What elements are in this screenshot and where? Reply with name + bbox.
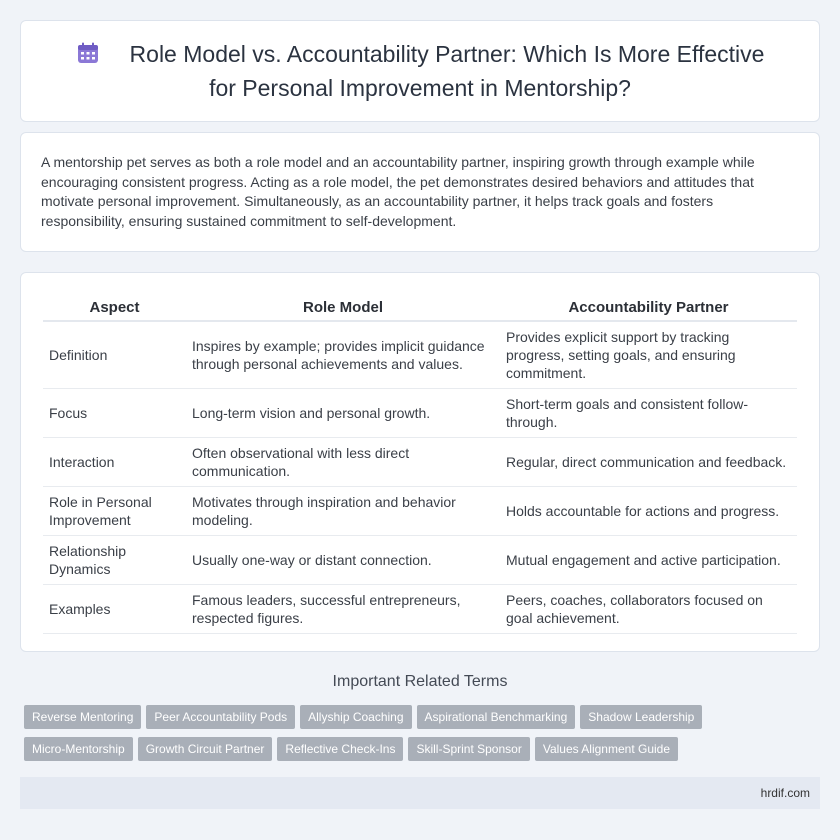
related-terms-title: Important Related Terms — [332, 673, 508, 690]
table-row — [43, 487, 797, 536]
header-role-model: Role Model — [186, 291, 500, 321]
table-row — [43, 536, 797, 585]
footer-site-link[interactable]: hrdif.com — [760, 786, 810, 800]
related-term-tag[interactable]: Reflective Check-Ins — [277, 737, 403, 761]
cell-aspect: Relationship Dynamics — [43, 536, 186, 585]
related-term-tag[interactable]: Skill-Sprint Sponsor — [408, 737, 529, 761]
related-term-tag[interactable]: Micro-Mentorship — [24, 737, 133, 761]
comparison-table-card — [20, 272, 820, 652]
cell-aspect: Interaction — [43, 438, 186, 487]
page-title-text: Role Model vs. Accountability Partner: Which Is More Effective for Personal Improvement in Mentorship? — [129, 40, 765, 101]
cell-aspect: Focus — [43, 389, 186, 438]
cell-role-model: Usually one-way or distant connection. — [186, 536, 500, 585]
related-term-tag[interactable]: Aspirational Benchmarking — [417, 705, 576, 729]
cell-role-model: Inspires by example; provides implicit guidance through personal achievements and values. — [186, 321, 500, 389]
cell-accountability-partner: Peers, coaches, collaborators focused on goal achievement. — [500, 585, 797, 634]
cell-accountability-partner: Holds accountable for actions and progress. — [500, 487, 797, 536]
related-term-tag[interactable]: Growth Circuit Partner — [138, 737, 273, 761]
table-row — [43, 438, 797, 487]
cell-accountability-partner: Regular, direct communication and feedback. — [500, 438, 797, 487]
table-header-row — [43, 291, 797, 321]
cell-role-model: Long-term vision and personal growth. — [186, 389, 500, 438]
table-row — [43, 585, 797, 634]
related-term-tag[interactable]: Reverse Mentoring — [24, 705, 141, 729]
calendar-icon — [76, 41, 100, 73]
related-term-tag[interactable]: Values Alignment Guide — [535, 737, 678, 761]
cell-aspect: Role in Personal Improvement — [43, 487, 186, 536]
related-term-tag[interactable]: Allyship Coaching — [300, 705, 411, 729]
cell-accountability-partner: Provides explicit support by tracking progress, setting goals, and ensuring commitment. — [500, 321, 797, 389]
cell-aspect: Definition — [43, 321, 186, 389]
intro-card — [20, 132, 820, 252]
related-term-tag[interactable]: Peer Accountability Pods — [146, 705, 295, 729]
page-title — [60, 39, 780, 104]
related-term-tag[interactable]: Shadow Leadership — [580, 705, 702, 729]
intro-paragraph: A mentorship pet serves as both a role model and an accountability partner, inspiring growth through example while encouraging consistent progress. Acting as a role model, the pet demonstrates desired behaviors and attitudes that motivate personal improvement. Simultaneously, as an accountability partner, it helps track goals and fosters responsibility, ensuring sustained commitment to self-development. — [41, 154, 755, 229]
related-terms-tags — [24, 705, 824, 769]
cell-role-model: Motivates through inspiration and behavior modeling. — [186, 487, 500, 536]
comparison-table — [43, 291, 797, 634]
cell-role-model: Famous leaders, successful entrepreneurs, respected figures. — [186, 585, 500, 634]
cell-accountability-partner: Short-term goals and consistent follow-through. — [500, 389, 797, 438]
cell-aspect: Examples — [43, 585, 186, 634]
table-row — [43, 321, 797, 389]
cell-accountability-partner: Mutual engagement and active participation. — [500, 536, 797, 585]
title-card — [20, 20, 820, 122]
header-accountability-partner: Accountability Partner — [500, 291, 797, 321]
table-row — [43, 389, 797, 438]
cell-role-model: Often observational with less direct communication. — [186, 438, 500, 487]
header-aspect: Aspect — [43, 291, 186, 321]
footer — [20, 777, 820, 809]
